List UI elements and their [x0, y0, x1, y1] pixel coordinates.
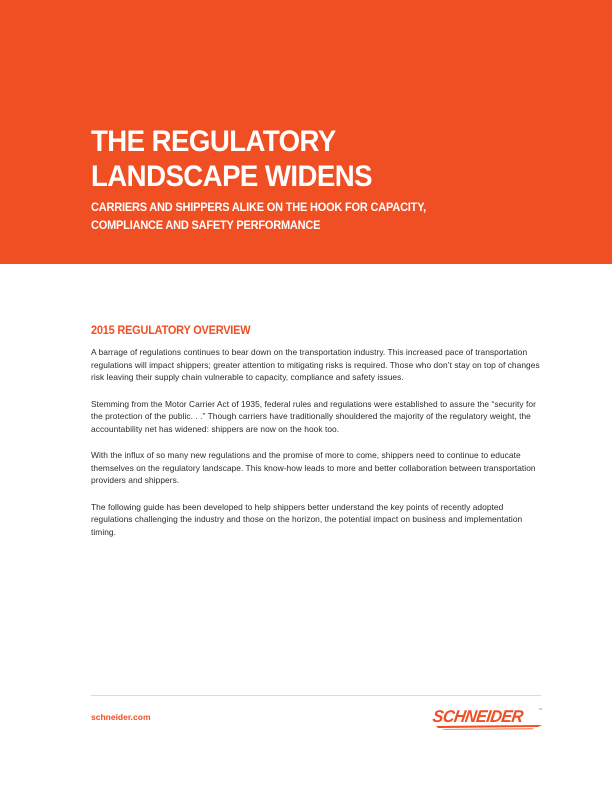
page-subtitle — [91, 198, 426, 234]
section-heading: 2015 REGULATORY OVERVIEW — [91, 325, 251, 337]
page-subtitle-line-2: COMPLIANCE AND SAFETY PERFORMANCE — [91, 218, 321, 232]
page-title-line-1: THE REGULATORY — [91, 125, 336, 158]
page-title-line-2: LANDSCAPE WIDENS — [91, 160, 372, 193]
logo-trademark: ™ — [538, 707, 542, 712]
footer-url-link[interactable]: schneider.com — [91, 712, 151, 722]
page-subtitle-line-1: CARRIERS AND SHIPPERS ALIKE ON THE HOOK FOR CAPACITY, — [91, 200, 426, 214]
logo-swoosh-icon — [434, 724, 544, 730]
paragraph-history: Stemming from the Motor Carrier Act of 1935, federal rules and regulations were established to assure the “security for the protection of the public. . .” Though carriers have traditionally shouldered the majority of the regulatory weight, the accountability net has widened: shippers are now on the hook too. — [91, 398, 536, 434]
page-title — [91, 124, 523, 194]
paragraph-influx: With the influx of so many new regulations and the promise of more to come, shippers need to continue to educate themselves on the regulatory landscape. This know-how leads to more and better collaboration between transportation providers and shippers. — [91, 450, 536, 485]
logo-wordmark: SCHNEIDER — [431, 707, 525, 726]
schneider-logo — [431, 707, 544, 732]
paragraph-guide: The following guide has been developed to help shippers better understand the key points of recently adopted regulations challenging the industry and those on the horizon, the potential impact on business and implementation timing. — [91, 501, 523, 537]
main-content — [91, 324, 543, 552]
paragraph-intro: A barrage of regulations continues to bear down on the transportation industry. This increased pace of transportation regulations will impact shippers; greater attention to mitigating risks is required. Those who don’t stay on top of changes risk leaving their supply chain vulnerable to capacity, compliance and safety issues. — [91, 347, 540, 382]
hero-banner — [0, 0, 612, 264]
footer-divider — [91, 695, 541, 696]
